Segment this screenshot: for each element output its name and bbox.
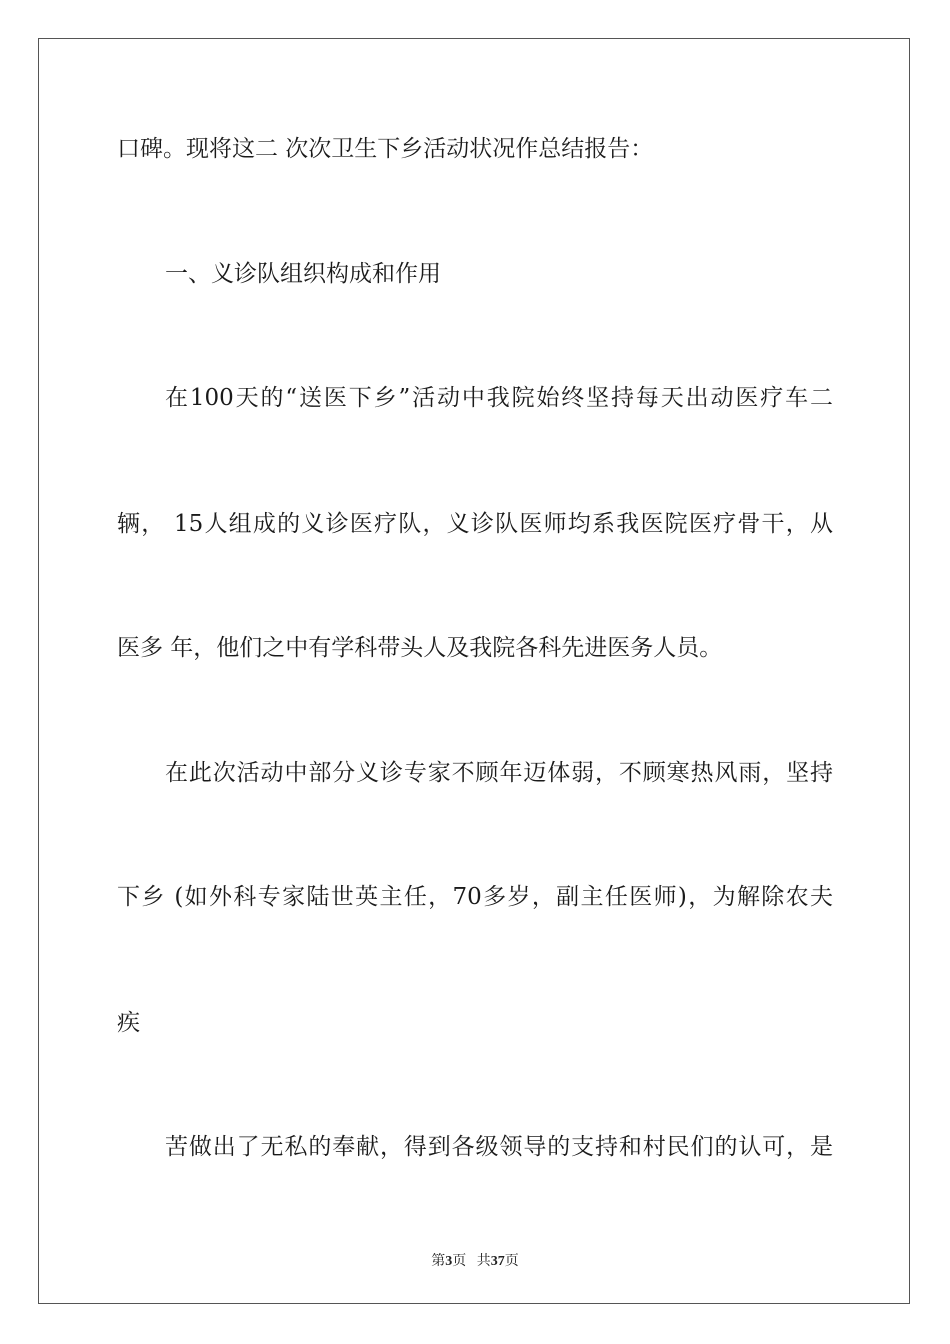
- page-footer: [0, 1250, 950, 1270]
- text-line-5: 医多 年，他们之中有学科带头人及我院各科先进医务人员。: [117, 635, 723, 661]
- footer-page-current: 3: [445, 1254, 453, 1269]
- footer-total-suffix: 页: [504, 1254, 519, 1269]
- footer-page-suffix: 页: [452, 1254, 467, 1269]
- page-border: [38, 38, 910, 1304]
- footer-page-prefix: 第: [431, 1254, 446, 1269]
- text-line-8: 疾: [117, 1010, 140, 1036]
- section-heading: 一、义诊队组织构成和作用: [165, 261, 441, 287]
- text-line-6: 在此次活动中部分义诊专家不顾年迈体弱，不顾寒热风雨，坚持: [165, 760, 833, 786]
- text-line-9: 苦做出了无私的奉献，得到各级领导的支持和村民们的认可，是: [165, 1134, 833, 1160]
- footer-page-total: 37: [490, 1254, 505, 1269]
- text-line-4: 辆， 15人组成的义诊医疗队，义诊队医师均系我医院医疗骨干，从: [117, 511, 833, 537]
- text-line-7: 下乡 (如外科专家陆世英主任，70多岁，副主任医师)，为解除农夫: [117, 884, 833, 910]
- footer-total-prefix: 共: [476, 1254, 491, 1269]
- text-line-3: 在100天的“送医下乡”活动中我院始终坚持每天出动医疗车二: [165, 385, 833, 411]
- text-line-1: 口碑。现将这二 次次卫生下乡活动状况作总结报告：: [117, 136, 654, 162]
